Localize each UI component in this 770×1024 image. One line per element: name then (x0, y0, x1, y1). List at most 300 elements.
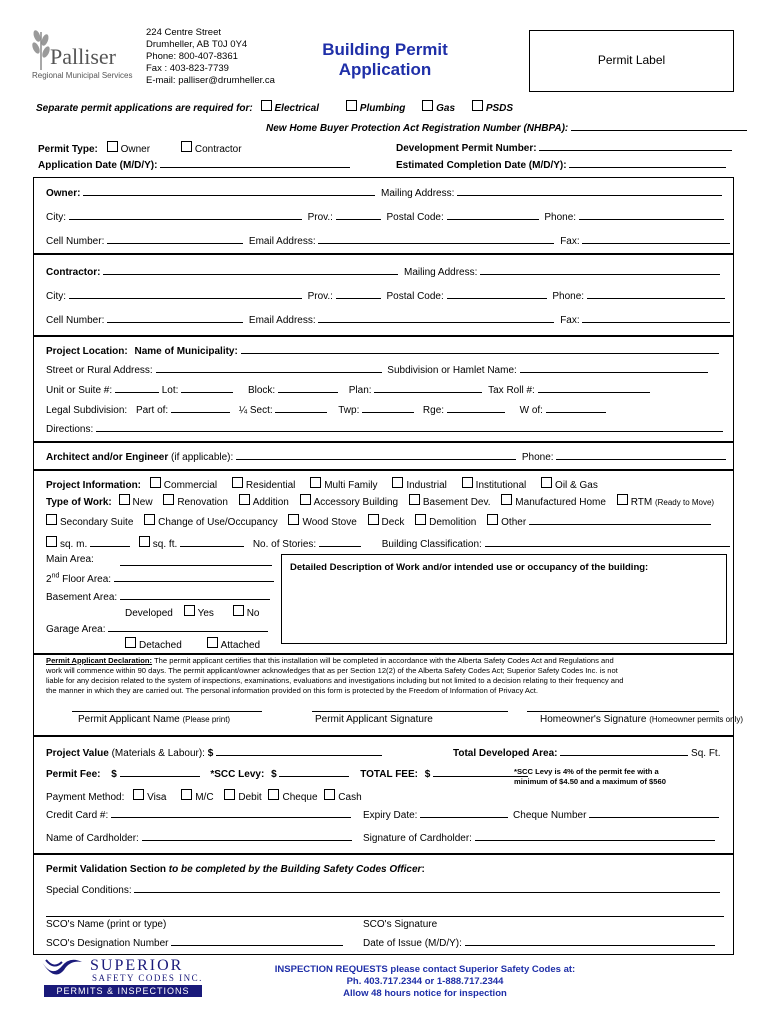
directions-row (46, 422, 723, 435)
app-date-label: Application Date (M/D/Y): (38, 160, 158, 171)
basement-label: Basement Area: (46, 592, 118, 603)
applicant-sig-label: Permit Applicant Signature (315, 714, 433, 725)
app-date-field[interactable] (160, 158, 350, 168)
cardholder-field[interactable] (142, 831, 352, 841)
payment-label: Payment Method: (46, 792, 125, 803)
renovation-checkbox[interactable] (163, 494, 174, 505)
basement-dev-label: Basement Dev. (422, 497, 491, 508)
subdivision-label: Subdivision or Hamlet Name: (387, 365, 517, 376)
homeowner-sig-caption (540, 714, 743, 725)
footer-line2: Ph. 403.717.2344 or 1-888.717.2344 (346, 976, 504, 987)
developed-area-field[interactable] (560, 746, 688, 756)
footer-contact (240, 964, 610, 1000)
no-label: No (246, 608, 260, 619)
applicant-sig-caption (315, 714, 433, 725)
qsect-label: ¼ Sect: (238, 405, 273, 416)
contractor-postal-label: Postal Code: (386, 291, 444, 302)
unit-row (46, 383, 650, 396)
plan-field[interactable] (374, 383, 482, 393)
rge-field[interactable] (447, 403, 505, 413)
project-value-row (46, 746, 382, 759)
applicant-name-label: Permit Applicant Name (78, 714, 180, 725)
scc-label: *SCC Levy: (210, 769, 265, 780)
sco-num-field[interactable] (171, 936, 343, 946)
validation-title: Permit Validation Section (46, 864, 167, 875)
expiry-row (363, 808, 719, 821)
owner-mailing-label: Mailing Address: (381, 188, 455, 199)
applicant-signature-field[interactable] (312, 702, 508, 712)
sco-name-label: SCO's Name (print or type) (46, 919, 167, 930)
sqm-field[interactable] (90, 537, 130, 547)
yes-checkbox[interactable] (184, 605, 195, 616)
special-field[interactable] (134, 883, 720, 893)
second-floor-num: 2 (46, 574, 52, 585)
declaration-title: Permit Applicant Declaration: (46, 656, 153, 665)
attached-checkbox[interactable] (207, 637, 218, 648)
contractor-phone-label: Phone: (552, 291, 585, 302)
architect-note: (if applicable): (171, 452, 234, 463)
owner-cell-row (46, 234, 730, 247)
permit-fee-dollar: $ (111, 769, 117, 780)
area-units-row (46, 536, 730, 550)
address-line: Phone: 800-407-8361 (146, 51, 238, 62)
institutional-checkbox[interactable] (462, 477, 473, 488)
contractor-prov-label: Prov.: (307, 291, 333, 302)
plumbing-label: Plumbing (359, 103, 406, 114)
electrical-label: Electrical (274, 103, 319, 114)
owner-fax-label: Fax: (560, 236, 580, 247)
owner-phone-label: Phone: (544, 212, 577, 223)
gas-checkbox[interactable] (422, 100, 433, 111)
cash-checkbox[interactable] (324, 789, 335, 800)
work-type-label: Type of Work: (46, 497, 112, 508)
qsect-field[interactable] (275, 403, 327, 413)
total-fee-dollar: $ (424, 769, 431, 780)
sco-sig-label: SCO's Signature (363, 919, 438, 930)
contractor-cell-label: Cell Number: (46, 315, 105, 326)
debit-label: Debit (238, 792, 262, 803)
permits-band (44, 985, 202, 997)
attached-label: Attached (220, 640, 261, 651)
mc-label: M/C (195, 792, 214, 803)
developed-row (125, 605, 260, 619)
contractor-postal-field[interactable] (447, 289, 547, 299)
cheque-label: Cheque (282, 792, 318, 803)
owner-row (46, 186, 722, 199)
contractor-phone-field[interactable] (587, 289, 725, 299)
sqft-checkbox[interactable] (139, 536, 150, 547)
basement-field[interactable] (120, 590, 270, 600)
lot-label: Lot: (161, 385, 179, 396)
architect-label: Architect and/or Engineer (46, 452, 169, 463)
detached-checkbox[interactable] (125, 637, 136, 648)
new-checkbox[interactable] (119, 494, 130, 505)
part-label: Part of: (135, 405, 169, 416)
owner-mailing-field[interactable] (457, 186, 722, 196)
basement-row (46, 590, 270, 603)
yes-label: Yes (197, 608, 214, 619)
sqft-label: sq. ft. (152, 539, 178, 550)
institutional-label: Institutional (475, 480, 527, 491)
multifamily-label: Multi Family (324, 480, 378, 491)
cardholder-sig-field[interactable] (475, 831, 715, 841)
architect-phone-field[interactable] (556, 450, 726, 460)
fee-row (46, 767, 528, 780)
main-area-row (46, 554, 94, 565)
garage-label: Garage Area: (46, 624, 106, 635)
owner-email-label: Email Address: (248, 236, 316, 247)
permit-type-row (38, 141, 242, 155)
contractor-mailing-label: Mailing Address: (404, 267, 478, 278)
stories-field[interactable] (319, 537, 361, 547)
basement-dev-checkbox[interactable] (409, 494, 420, 505)
street-label: Street or Rural Address: (46, 365, 153, 376)
second-floor-label: Floor Area: (59, 574, 112, 585)
logo-subtitle: Regional Municipal Services (32, 71, 133, 80)
owner-prov-field[interactable] (336, 210, 381, 220)
sco-num-row (46, 936, 343, 949)
contractor-field[interactable] (103, 265, 398, 275)
contractor-prov-field[interactable] (336, 289, 381, 299)
twp-field[interactable] (362, 403, 414, 413)
developed-area-row (453, 746, 720, 759)
scc-note-line1: *SCC Levy is 4% of the permit fee with a (514, 767, 659, 776)
owner-city-field[interactable] (69, 210, 302, 220)
part-field[interactable] (171, 403, 230, 413)
other-checkbox[interactable] (487, 514, 498, 525)
architect-row (46, 450, 726, 463)
directions-field[interactable] (96, 422, 723, 432)
superior-logo-big: SUPERIOR (90, 957, 184, 974)
project-value-dollar: $ (207, 748, 214, 759)
addition-checkbox[interactable] (239, 494, 250, 505)
owner-city-label: City: (46, 212, 66, 223)
cardholder-label: Name of Cardholder: (46, 833, 139, 844)
project-value-field[interactable] (216, 746, 382, 756)
permits-band-text: PERMITS & INSPECTIONS (56, 986, 190, 996)
unit-label: Unit or Suite #: (46, 385, 113, 396)
homeowner-sig-label: Homeowner's Signature (540, 714, 647, 725)
page-title (310, 40, 460, 80)
description-box[interactable] (281, 554, 727, 644)
declaration-line4: the manner in which they are carried out. The personal information provided on this form is protected by the Freedom of Information of Privacy Act. (46, 686, 539, 695)
accessory-label: Accessory Building (313, 497, 399, 508)
change-use-checkbox[interactable] (144, 514, 155, 525)
oilgas-label: Oil & Gas (555, 480, 598, 491)
main-area-label: Main Area: (46, 554, 94, 565)
sqft-field[interactable] (180, 537, 244, 547)
contractor-cell-field[interactable] (107, 313, 243, 323)
tax-label: Tax Roll #: (488, 385, 535, 396)
cardholder-sig-label: Signature of Cardholder: (363, 833, 472, 844)
street-row (46, 363, 708, 376)
cardholder-row (46, 831, 352, 844)
swoosh-icon (40, 958, 84, 980)
industrial-checkbox[interactable] (392, 477, 403, 488)
work-type-row2 (46, 514, 711, 528)
gas-label: Gas (436, 103, 456, 114)
accessory-checkbox[interactable] (300, 494, 311, 505)
rtm-note: (Ready to Move) (654, 498, 715, 507)
architect-field[interactable] (236, 450, 516, 460)
header-address (146, 27, 275, 87)
addition-label: Addition (252, 497, 289, 508)
owner-email-field[interactable] (318, 234, 554, 244)
project-info-row (46, 477, 598, 491)
validation-title-italic: to be completed by the Building Safety Codes Officer (166, 864, 422, 875)
contractor-type-checkbox[interactable] (181, 141, 192, 152)
garage-type-row (125, 637, 260, 651)
renovation-label: Renovation (177, 497, 228, 508)
est-date-row (396, 158, 726, 171)
homeowner-signature-field[interactable] (527, 702, 719, 712)
sco-name-field[interactable] (46, 907, 342, 917)
owner-postal-field[interactable] (447, 210, 539, 220)
declaration-line2: work will commence within 90 days. The permit applicant/owner acknowledges that as per Section 12(2) of the Alberta Safety Codes Act; Superior Safety Codes Inc. is not (46, 666, 618, 675)
industrial-label: Industrial (406, 480, 447, 491)
contractor-fax-label: Fax: (560, 315, 580, 326)
declaration-line3: liable for any decision related to the system of inspections, examinations, evaluations and investigations including but not limited to a decision relating to their frequency and (46, 676, 624, 685)
no-checkbox[interactable] (233, 605, 244, 616)
logo-name: Palliser (50, 44, 116, 69)
cheque-number-label: Cheque Number (513, 810, 587, 821)
municipality-label: Name of Municipality: (134, 346, 238, 357)
permit-fee-field[interactable] (120, 767, 200, 777)
permit-fee-label: Permit Fee: (46, 769, 101, 780)
owner-fax-field[interactable] (582, 234, 730, 244)
homeowner-sig-note: (Homeowner permits only) (649, 715, 743, 724)
validation-colon: : (421, 864, 425, 875)
deck-checkbox[interactable] (368, 514, 379, 525)
contractor-mailing-field[interactable] (480, 265, 720, 275)
permit-label-text: Permit Label (597, 53, 666, 67)
rtm-checkbox[interactable] (617, 494, 628, 505)
owner-type-label: Owner (120, 144, 151, 155)
separate-text: Separate permit applications are required for: (36, 103, 253, 114)
rge-label: Rge: (422, 405, 445, 416)
twp-label: Twp: (338, 405, 360, 416)
sco-name-row (46, 919, 166, 930)
commercial-label: Commercial (163, 480, 218, 491)
contractor-city-row (46, 289, 725, 302)
manufactured-checkbox[interactable] (501, 494, 512, 505)
declaration-text (46, 656, 623, 696)
wood-stove-label: Wood Stove (302, 517, 357, 528)
sco-num-label: SCO's Designation Number (46, 938, 169, 949)
other-field[interactable] (529, 515, 711, 525)
materials-label: (Materials & Labour): (111, 748, 205, 759)
wood-stove-checkbox[interactable] (288, 514, 299, 525)
dev-permit-field[interactable] (539, 141, 732, 151)
credit-row (46, 808, 351, 821)
title-line1: Building Permit (322, 40, 448, 59)
contractor-row (46, 265, 720, 278)
declaration-line1: The permit applicant certifies that this installation will be completed in accordance with the Alberta Safety Codes Act and Regulations and (152, 656, 614, 665)
second-floor-row (46, 572, 274, 585)
contractor-email-label: Email Address: (248, 315, 316, 326)
demolition-checkbox[interactable] (415, 514, 426, 525)
unit-field[interactable] (115, 383, 159, 393)
applicant-name-note: (Please print) (182, 715, 231, 724)
project-info-label: Project Information: (46, 480, 142, 491)
credit-field[interactable] (111, 808, 351, 818)
visa-checkbox[interactable] (133, 789, 144, 800)
total-fee-label: TOTAL FEE: (360, 769, 418, 780)
detached-label: Detached (139, 640, 182, 651)
other-label: Other (501, 517, 527, 528)
deck-label: Deck (381, 517, 405, 528)
special-label: Special Conditions: (46, 885, 132, 896)
cheque-number-field[interactable] (589, 808, 719, 818)
scc-note-line2: minimum of $4.50 and a maximum of $560 (514, 777, 666, 786)
payment-row (46, 789, 362, 803)
project-value-label: Project Value (46, 748, 109, 759)
developed-area-label: Total Developed Area: (453, 748, 558, 759)
contractor-city-field[interactable] (69, 289, 302, 299)
nhbpa-label: New Home Buyer Protection Act Registration Number (NHBPA): (266, 123, 569, 134)
electrical-checkbox[interactable] (261, 100, 272, 111)
secondary-suite-label: Secondary Suite (60, 517, 134, 528)
garage-field[interactable] (108, 622, 268, 632)
developed-label: Developed (125, 608, 173, 619)
commercial-checkbox[interactable] (150, 477, 161, 488)
project-location-label: Project Location: (46, 346, 128, 357)
main-area-field[interactable] (120, 556, 272, 566)
demolition-label: Demolition (429, 517, 477, 528)
contractor-label: Contractor: (46, 267, 101, 278)
tax-field[interactable] (538, 383, 650, 393)
sqm-label: sq. m. (60, 539, 88, 550)
expiry-label: Expiry Date: (363, 810, 418, 821)
cheque-checkbox[interactable] (268, 789, 279, 800)
address-line: 224 Centre Street (146, 27, 221, 38)
multifamily-checkbox[interactable] (310, 477, 321, 488)
debit-checkbox[interactable] (224, 789, 235, 800)
legal-row (46, 403, 606, 416)
scc-dollar: $ (271, 769, 277, 780)
change-use-label: Change of Use/Occupancy (158, 517, 278, 528)
oilgas-checkbox[interactable] (541, 477, 552, 488)
cardholder-sig-row (363, 831, 715, 844)
superior-logo (40, 957, 205, 999)
separate-row (36, 100, 513, 114)
validation-title-row (46, 864, 425, 875)
contractor-type-label: Contractor (194, 144, 242, 155)
owner-phone-field[interactable] (579, 210, 724, 220)
mc-checkbox[interactable] (181, 789, 192, 800)
owner-postal-label: Postal Code: (386, 212, 444, 223)
special-row (46, 883, 720, 896)
second-floor-sup: nd (51, 572, 60, 580)
location-row (46, 344, 719, 357)
wof-label: W of: (519, 405, 543, 416)
block-field[interactable] (278, 383, 338, 393)
contractor-city-label: City: (46, 291, 66, 302)
nhbpa-row (266, 121, 747, 134)
secondary-suite-checkbox[interactable] (46, 514, 57, 525)
issue-label: Date of Issue (M/D/Y): (363, 938, 462, 949)
contractor-fax-field[interactable] (582, 313, 730, 323)
street-field[interactable] (156, 363, 382, 373)
classification-label: Building Classification: (381, 539, 482, 550)
applicant-name-field[interactable] (72, 702, 262, 712)
owner-city-row (46, 210, 724, 223)
second-floor-field[interactable] (114, 572, 274, 582)
est-date-field[interactable] (569, 158, 726, 168)
block-label: Block: (247, 385, 276, 396)
psds-label: PSDS (485, 103, 514, 114)
residential-label: Residential (245, 480, 296, 491)
owner-label: Owner: (46, 188, 81, 199)
developed-area-unit: Sq. Ft. (691, 748, 721, 759)
permit-label-box (529, 30, 734, 92)
dev-permit-label: Development Permit Number: (396, 143, 537, 154)
nhbpa-field[interactable] (571, 121, 747, 131)
sqm-checkbox[interactable] (46, 536, 57, 547)
applicant-name-caption (78, 714, 230, 725)
credit-label: Credit Card #: (46, 810, 109, 821)
rtm-label: RTM (630, 497, 653, 508)
stories-label: No. of Stories: (252, 539, 317, 550)
contractor-email-field[interactable] (318, 313, 554, 323)
wof-field[interactable] (546, 403, 606, 413)
address-line: Drumheller, AB T0J 0Y4 (146, 39, 248, 50)
lot-field[interactable] (181, 383, 233, 393)
issue-field[interactable] (465, 936, 715, 946)
footer-line1: INSPECTION REQUESTS please contact Superior Safety Codes at: (274, 964, 576, 975)
municipality-field[interactable] (241, 344, 719, 354)
est-date-label: Estimated Completion Date (M/D/Y): (396, 160, 567, 171)
classification-field[interactable] (485, 537, 730, 547)
owner-cell-field[interactable] (107, 234, 243, 244)
owner-prov-label: Prov.: (307, 212, 333, 223)
contractor-cell-row (46, 313, 730, 326)
app-date-row (38, 158, 350, 171)
owner-field[interactable] (83, 186, 375, 196)
dev-permit-row (396, 141, 732, 154)
subdivision-field[interactable] (520, 363, 708, 373)
visa-label: Visa (147, 792, 167, 803)
issue-row (363, 936, 715, 949)
footer-line3: Allow 48 hours notice for inspection (343, 988, 507, 999)
directions-label: Directions: (46, 424, 94, 435)
description-label: Detailed Description of Work and/or intended use or occupancy of the building: (290, 562, 649, 573)
address-line: Fax : 403-823-7739 (146, 63, 229, 74)
garage-row (46, 622, 268, 635)
palliser-logo (28, 26, 136, 84)
expiry-field[interactable] (420, 808, 508, 818)
work-type-row (46, 494, 714, 508)
address-line: E-mail: palliser@drumheller.ca (146, 75, 275, 86)
permit-type-label: Permit Type: (38, 144, 98, 155)
owner-type-checkbox[interactable] (107, 141, 118, 152)
superior-logo-small: SAFETY CODES INC. (92, 973, 203, 983)
new-label: New (132, 497, 153, 508)
plan-label: Plan: (348, 385, 372, 396)
manufactured-label: Manufactured Home (515, 497, 606, 508)
architect-phone-label: Phone: (521, 452, 554, 463)
title-line2: Application (338, 60, 432, 79)
legal-label: Legal Subdivision: (46, 405, 128, 416)
residential-checkbox[interactable] (232, 477, 243, 488)
psds-checkbox[interactable] (472, 100, 483, 111)
scc-note (514, 767, 666, 787)
sco-sig-row (363, 919, 437, 930)
owner-cell-label: Cell Number: (46, 236, 105, 247)
plumbing-checkbox[interactable] (346, 100, 357, 111)
cash-label: Cash (338, 792, 362, 803)
scc-field[interactable] (279, 767, 349, 777)
